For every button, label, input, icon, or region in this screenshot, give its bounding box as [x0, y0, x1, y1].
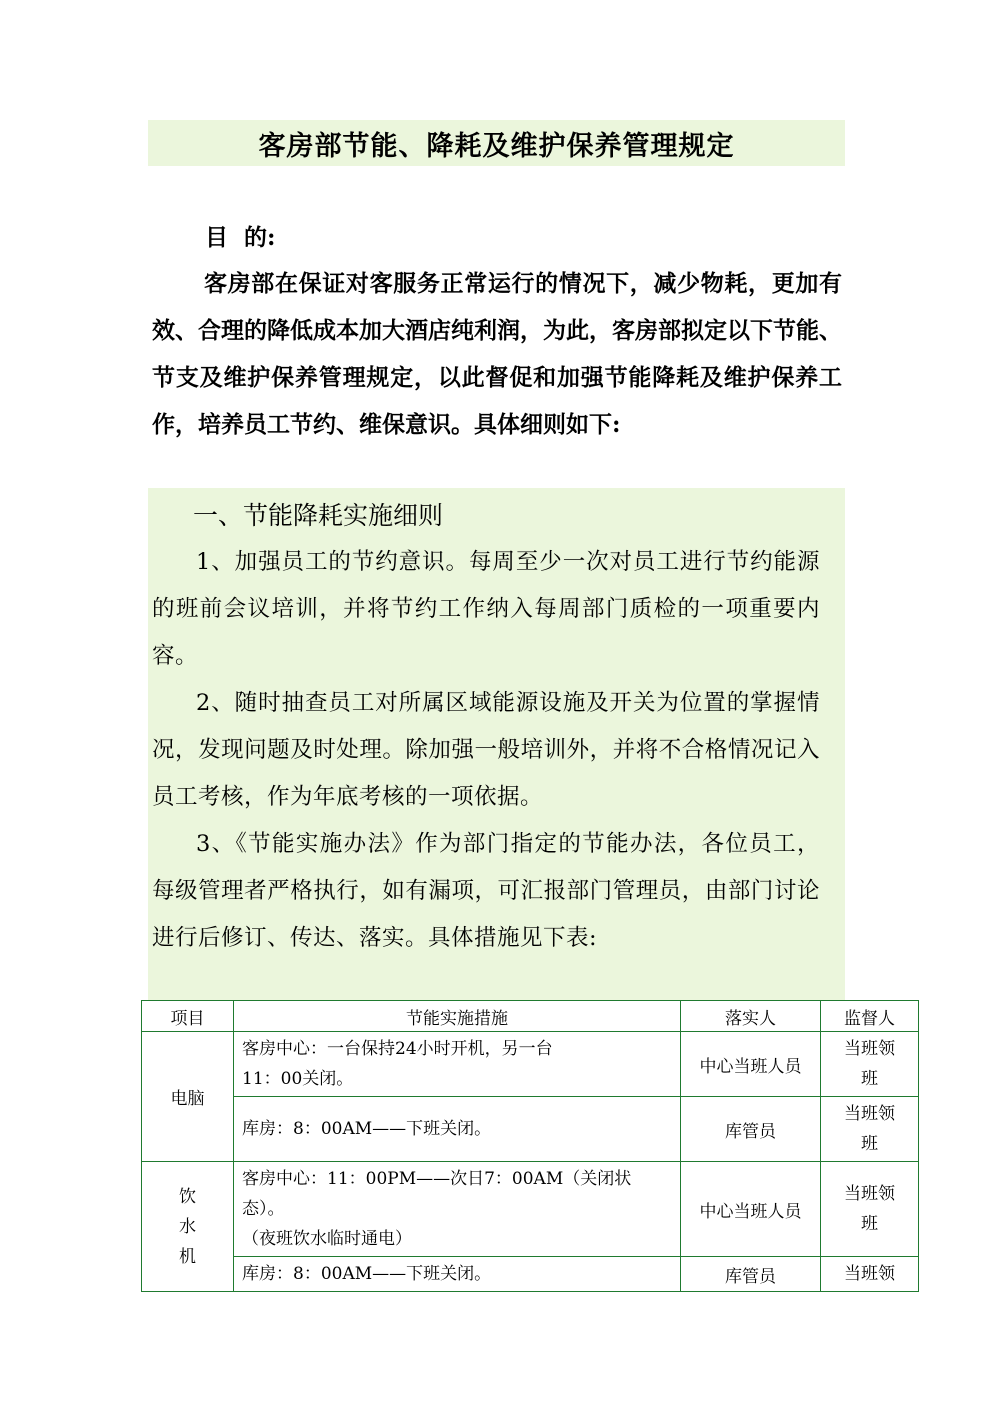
supervisor-cell	[821, 1162, 919, 1257]
supervisor-line: 班	[861, 1134, 878, 1154]
measure-line: 客房中心：一台保持24小时开机，另一台	[242, 1039, 553, 1059]
section1-heading: 一、节能降耗实施细则	[193, 501, 444, 530]
item-water-dispenser	[142, 1162, 234, 1292]
implementer-cell: 库管员	[681, 1097, 821, 1162]
table-row	[142, 1097, 919, 1162]
measure-line: 11：00关闭。	[242, 1069, 354, 1089]
measure-line: 库房：8：00AM——下班关闭。	[242, 1119, 492, 1139]
measure-cell	[234, 1097, 681, 1162]
supervisor-cell	[821, 1097, 919, 1162]
measure-line: 客房中心：11：00PM——次日7：00AM（关闭状	[242, 1169, 632, 1189]
table-row	[142, 1257, 919, 1292]
section1-item-1: 1、加强员工的节约意识。每周至少一次对员工进行节约能源的班前会议培训，并将节约工作纳入每周部门质检的一项重要内容。	[152, 549, 820, 669]
item-line: 饮	[179, 1186, 196, 1207]
supervisor-line: 班	[861, 1069, 878, 1089]
implementer-cell: 中心当班人员	[681, 1032, 821, 1097]
measure-line: 态）。	[242, 1199, 285, 1219]
item-computer: 电脑	[142, 1032, 234, 1162]
supervisor-line: 当班领	[844, 1264, 895, 1284]
header-supervisor: 监督人	[821, 1001, 919, 1032]
page-title: 客房部节能、降耗及维护保养管理规定	[258, 130, 735, 162]
purpose-heading: 目 的:	[205, 224, 276, 251]
item-line: 机	[179, 1246, 196, 1267]
supervisor-cell	[821, 1032, 919, 1097]
supervisor-line: 当班领	[844, 1104, 895, 1124]
supervisor-line: 当班领	[844, 1039, 895, 1059]
title-band	[148, 120, 845, 166]
implementer-cell: 库管员	[681, 1257, 821, 1292]
supervisor-line: 班	[861, 1214, 878, 1234]
supervisor-line: 当班领	[844, 1184, 895, 1204]
purpose-paragraph: 客房部在保证对客服务正常运行的情况下，减少物耗，更加有效、合理的降低成本加大酒店纯利润，为此，客房部拟定以下节能、节支及维护保养管理规定，以此督促和加强节能降耗及维护保养工作，培养员工节约、维保意识。具体细则如下:	[152, 270, 842, 438]
table-header-row	[142, 1001, 919, 1032]
measure-line: （夜班饮水临时通电）	[242, 1229, 412, 1249]
implementer-cell: 中心当班人员	[681, 1162, 821, 1257]
supervisor-cell	[821, 1257, 919, 1292]
section1-item-3: 3、《节能实施办法》作为部门指定的节能办法，各位员工，每级管理者严格执行，如有漏项，可汇报部门管理员，由部门讨论进行后修订、传达、落实。具体措施见下表:	[152, 831, 820, 951]
table-row	[142, 1032, 919, 1097]
header-implementer: 落实人	[681, 1001, 821, 1032]
item-line: 水	[179, 1216, 196, 1237]
measure-line: 库房：8：00AM——下班关闭。	[242, 1264, 492, 1284]
energy-measures-table	[141, 1000, 919, 1292]
measure-cell	[234, 1162, 681, 1257]
header-item: 项目	[142, 1001, 234, 1032]
measure-cell	[234, 1257, 681, 1292]
measure-cell	[234, 1032, 681, 1097]
section1-item-2: 2、随时抽查员工对所属区域能源设施及开关为位置的掌握情况，发现问题及时处理。除加强一般培训外，并将不合格情况记入员工考核，作为年底考核的一项依据。	[152, 690, 820, 810]
header-measure: 节能实施措施	[234, 1001, 681, 1032]
table-row	[142, 1162, 919, 1257]
